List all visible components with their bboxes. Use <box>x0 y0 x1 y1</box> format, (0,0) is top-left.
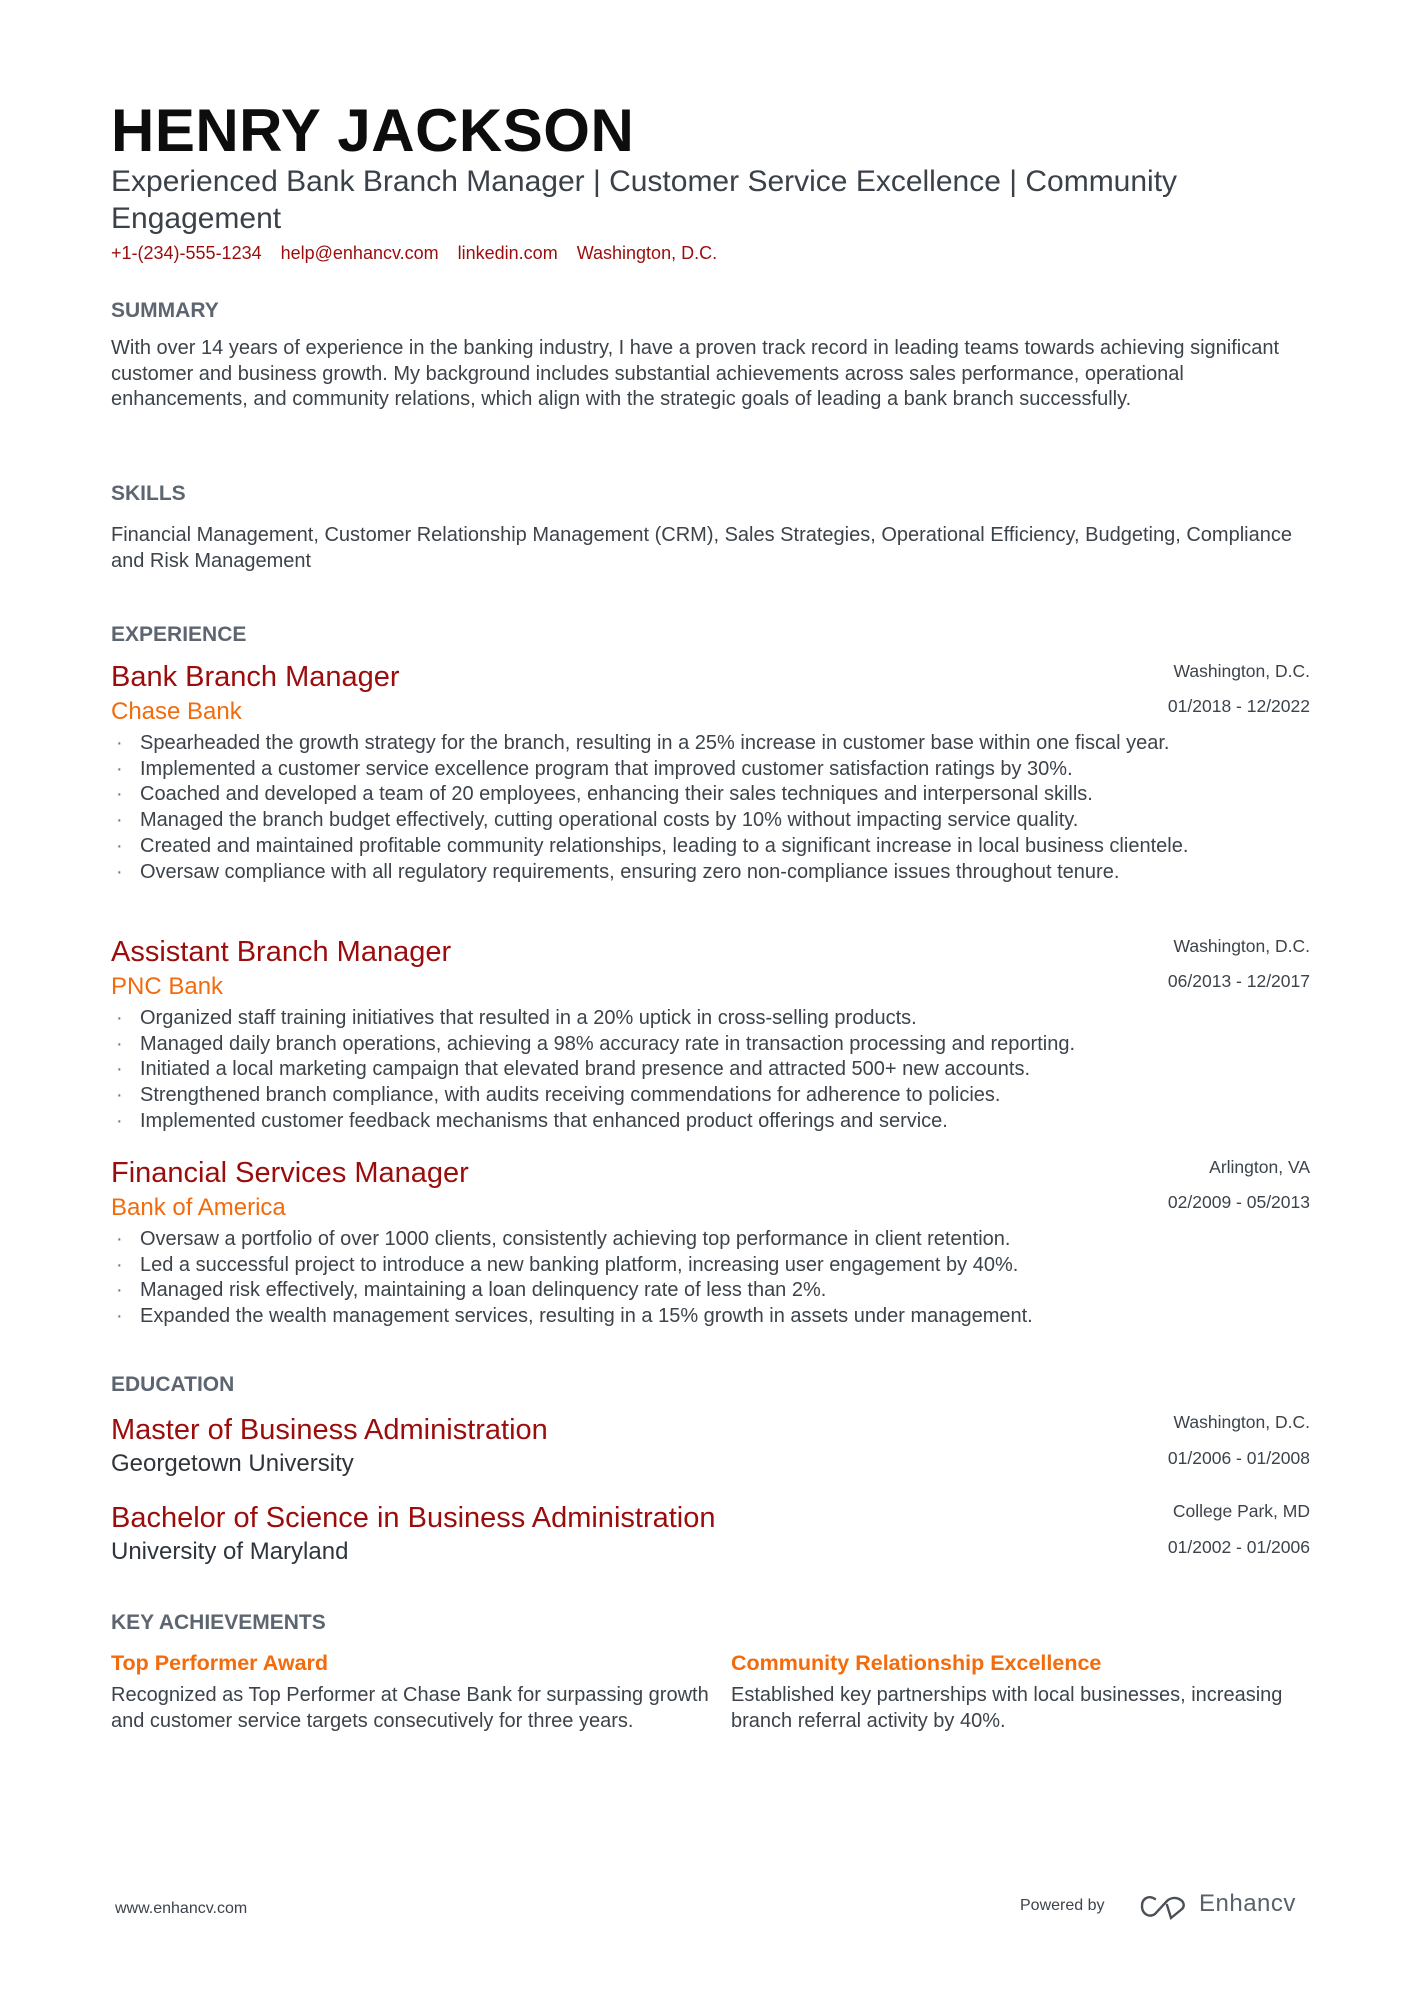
skills-text: Financial Management, Customer Relationship Management (CRM), Sales Strategies, Operational Efficiency, Budgeting, Compliance and Risk Management <box>111 524 1292 572</box>
bullet-item: · Implemented a customer service excellence program that improved customer satisfaction ratings by 30%. <box>111 757 1310 783</box>
linkedin-link[interactable]: linkedin.com <box>457 243 558 263</box>
job-bullets <box>111 1006 1310 1135</box>
enhancv-brand: Enhancv <box>1199 1890 1296 1917</box>
bullet-item: · Managed daily branch operations, achieving a 98% accuracy rate in transaction processing and reporting. <box>111 1032 1310 1058</box>
bullet-item: · Created and maintained profitable community relationships, leading to a significant increase in local business clientele. <box>111 834 1310 860</box>
bullet-item: · Strengthened branch compliance, with audits receiving commendations for adherence to policies. <box>111 1083 1310 1109</box>
bullet-item: · Expanded the wealth management services, resulting in a 15% growth in assets under management. <box>111 1304 1310 1330</box>
company-name: Chase Bank <box>111 698 242 725</box>
education-dates: 01/2002 - 01/2006 <box>1167 1537 1310 1557</box>
experience-heading: EXPERIENCE <box>111 623 247 646</box>
bullet-item: · Initiated a local marketing campaign that elevated brand presence and attracted 500+ new accounts. <box>111 1057 1310 1083</box>
degree: Master of Business Administration <box>111 1414 548 1446</box>
footer-website[interactable]: www.enhancv.com <box>115 1900 248 1917</box>
bullet-item: · Led a successful project to introduce a new banking platform, increasing user engagement by 40%. <box>111 1253 1310 1279</box>
education-dates: 01/2006 - 01/2008 <box>1167 1448 1310 1468</box>
achievements-heading: KEY ACHIEVEMENTS <box>111 1611 326 1634</box>
job-dates: 01/2018 - 12/2022 <box>1167 696 1310 716</box>
school: University of Maryland <box>111 1538 349 1565</box>
summary-heading: SUMMARY <box>111 299 219 322</box>
job-location: Arlington, VA <box>1209 1157 1310 1177</box>
degree: Bachelor of Science in Business Administration <box>111 1502 716 1534</box>
job-dates: 06/2013 - 12/2017 <box>1167 971 1310 991</box>
headline: Experienced Bank Branch Manager | Customer Service Excellence | Community Engagement <box>111 165 1178 235</box>
bullet-item: · Oversaw compliance with all regulatory requirements, ensuring zero non-compliance issues throughout tenure. <box>111 860 1310 886</box>
education-entry <box>111 1413 1310 1480</box>
achievement-text: Established key partnerships with local businesses, increasing branch referral activity by 40%. <box>731 1684 1283 1732</box>
company-name: Bank of America <box>111 1194 286 1221</box>
education-location: College Park, MD <box>1172 1501 1310 1521</box>
achievement-title: Community Relationship Excellence <box>731 1651 1102 1675</box>
summary-text: With over 14 years of experience in the banking industry, I have a proven track record in leading teams towards achieving significant customer and business growth. My background includes substantial achievements across sales performance, operational enhancements, and community relations, which align with the strategic goals of leading a bank branch successfully. <box>111 337 1280 411</box>
candidate-name: HENRY JACKSON <box>111 97 635 164</box>
job-title: Financial Services Manager <box>111 1157 469 1189</box>
job-bullets <box>111 731 1310 885</box>
bullet-item: · Spearheaded the growth strategy for the branch, resulting in a 25% increase in customer base within one fiscal year. <box>111 731 1310 757</box>
phone-link[interactable]: +1-(234)-555-1234 <box>111 243 262 263</box>
achievement-item <box>731 1650 1331 1734</box>
powered-by-label: Powered by <box>1020 1897 1105 1914</box>
achievement-title: Top Performer Award <box>111 1651 329 1675</box>
job-title: Bank Branch Manager <box>111 661 400 693</box>
company-name: PNC Bank <box>111 973 224 1000</box>
job-location: Washington, D.C. <box>1173 936 1310 956</box>
education-location: Washington, D.C. <box>1173 1412 1310 1432</box>
achievement-text: Recognized as Top Performer at Chase Bank for surpassing growth and customer service targets consecutively for three years. <box>111 1684 709 1732</box>
contact-info <box>111 241 717 265</box>
bullet-item: · Implemented customer feedback mechanisms that enhanced product offerings and service. <box>111 1109 1310 1135</box>
education-heading: EDUCATION <box>111 1373 235 1396</box>
location: Washington, D.C. <box>576 243 718 263</box>
job-entry <box>111 935 1310 1135</box>
bullet-item: · Coached and developed a team of 20 employees, enhancing their sales techniques and interpersonal skills. <box>111 782 1310 808</box>
email-link[interactable]: help@enhancv.com <box>280 243 439 263</box>
job-entry <box>111 1156 1310 1330</box>
bullet-item: · Managed risk effectively, maintaining a loan delinquency rate of less than 2%. <box>111 1278 1310 1304</box>
bullet-item: · Managed the branch budget effectively, cutting operational costs by 10% without impacting service quality. <box>111 808 1310 834</box>
enhancv-logo-icon <box>1139 1893 1189 1926</box>
job-title: Assistant Branch Manager <box>111 936 452 968</box>
bullet-item: · Oversaw a portfolio of over 1000 clients, consistently achieving top performance in client retention. <box>111 1227 1310 1253</box>
job-location: Washington, D.C. <box>1173 661 1310 681</box>
achievement-item <box>111 1650 711 1734</box>
job-dates: 02/2009 - 05/2013 <box>1167 1192 1310 1212</box>
job-entry <box>111 660 1310 885</box>
education-entry <box>111 1501 1310 1568</box>
job-bullets <box>111 1227 1310 1330</box>
skills-heading: SKILLS <box>111 482 186 505</box>
school: Georgetown University <box>111 1450 354 1477</box>
bullet-item: · Organized staff training initiatives that resulted in a 20% uptick in cross-selling products. <box>111 1006 1310 1032</box>
